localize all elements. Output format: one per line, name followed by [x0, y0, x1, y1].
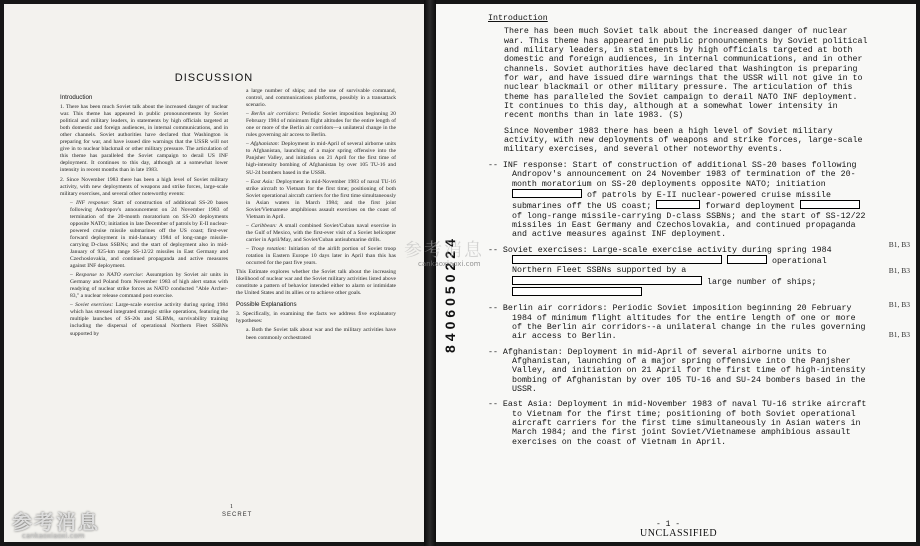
left-paragraph-2: 2. Since November 1983 there has been a high level of Soviet military activity, with new deployments of weapons and strike forces, large-scale military exercises, and several other noteworthy events:	[60, 176, 228, 197]
discussion-heading: DISCUSSION	[174, 72, 254, 84]
left-item-berlin: – Berlin air corridors: Periodic Soviet imposition beginning 20 February 1984 of minimum flight altitudes for the entire length of one or more of the Berlin air corridors—a unilateral change in the rules governing air access to Berlin.	[246, 111, 396, 139]
right-page-typewritten	[436, 4, 916, 542]
left-paragraph-3a: a. Both the Soviet talk about war and the military activities have been commonly orchestrated	[246, 327, 396, 341]
left-item-exercises-cont: a large number of ships; and the use of survivable command, control, and communications platforms, possibly in a transattack scenario.	[246, 88, 396, 109]
document-control-number: 8406050224	[442, 235, 458, 353]
left-item-caribbean: – Caribbean: A small combined Soviet/Cuban naval exercise in the Gulf of Mexico, with the first-ever visit of a Soviet helicopter carrier in April/May, and Soviet/Cuban antisubmarine drills.	[246, 222, 396, 243]
left-item-nato: – Response to NATO exercise: Assumption by Soviet air units in Germany and Poland from November 1983 of high alert status with readying of nuclear strike forces as NATO conducted "Able Archer-83," a nuclear release command post exercise.	[70, 272, 229, 300]
right-paragraph-2: Since November 1983 there has been a high level of Soviet military activity, with new deployments of weapons and strike forces, large-scale military exercises, and several other noteworthy events.	[504, 126, 863, 155]
redaction-box	[512, 276, 702, 285]
left-page-number: 1	[230, 504, 233, 510]
redaction-box	[656, 200, 700, 209]
watermark-logo: 参考消息	[12, 510, 100, 534]
watermark-url: cankaoxiaoxi.com	[22, 532, 85, 540]
left-page-typeset	[4, 4, 424, 542]
right-page-body	[488, 14, 868, 453]
right-item-afghanistan: -- Afghanistan: Deployment in mid-April of several airborne units to Afghanistan, launching of a major spring offensive into the Panjsher Valley, and initiation on 21 April for the first time of high-intensity bombing of Afghanistan by over 105 TU-16 and SU-24 bombers based in the USSR.	[488, 347, 866, 395]
exemption-code: B1, B3	[888, 300, 910, 309]
redaction-box	[512, 287, 642, 296]
right-classification-stamp: UNCLASSIFIED	[640, 528, 718, 539]
right-page-number: - 1 -	[656, 520, 681, 529]
left-item-afghanistan: – Afghanistan: Deployment in mid-April of several airborne units to Afghanistan, launching of a major spring offensive into the Panjsher Valley, and initiation on 21 April for the first time of high-intensity bombing of Afghanistan by over 105 TU-16 and SU-24 bombers based in the USSR.	[246, 141, 397, 176]
redaction-box	[727, 255, 767, 264]
left-paragraph-estimate: This Estimate explores whether the Soviet talk about the increasing likelihood of nuclear war and the Soviet military activities listed above constitute a pattern of behavior intended either to alarm or intimidate the United States and its allies or to achieve other goals.	[236, 269, 396, 297]
page-gutter	[424, 0, 436, 546]
exemption-code: B1, B3	[888, 266, 910, 275]
right-item-inf: -- INF response: Start of construction of additional SS-20 bases following Andropov's announcement on 24 November 1983 of termination of the 20-month moratorium on SS-20 deployments opposite NATO; initiation of patrols by E-II nuclear-powered cruise missile submarines off the US coast; forward deployment of long-range missile-carrying D-class SSBNs; and the start of SS-12/22 missiles in East Germany and Czechoslovakia, and continued propaganda and active measures against INF deployment.	[488, 160, 866, 240]
right-item-berlin: -- Berlin air corridors: Periodic Soviet imposition beginning 20 February 1984 of minimum flight altitudes for the entire length of one or more of the Berlin air corridors--a unilateral change in the rules governing air access to Berlin.	[488, 304, 866, 342]
left-item-inf: – INF response: Start of construction of additional SS-20 bases following Andropov's announcement on 24 November 1983 of termination of the 20-month moratorium on SS-20 deployments opposite NATO; initiation in late December of patrols by E-II nuclear-powered cruise missile submarines off the US coast; first-ever forward deployment in mid-January 1984 of long-range missile-carrying D-class SSBNs; and the start of deployment also in mid-January of 925-km range SS-12/22 missiles in East Germany and Czechoslovakia, and continued propaganda and active measures against INF deployment.	[70, 199, 229, 270]
watermark-logo-center: 参考消息	[404, 240, 484, 261]
watermark-url-center: cankaoxiaoxi.com	[418, 260, 481, 268]
redaction-box	[800, 200, 860, 209]
redaction-box	[512, 255, 722, 264]
left-classification-stamp: SECRET	[222, 512, 253, 518]
right-item-east-asia: -- East Asia: Deployment in mid-November 1983 of naval TU-16 strike aircraft to Vietnam for the first time; positioning of both Soviet operational aircraft carriers for the first time simultaneously in Asian waters in March 1984; and the first joint Soviet/Vietnamese amphibious assault exercises on the coast of Vietnam in April.	[488, 400, 867, 447]
left-page-column-2	[236, 88, 396, 344]
right-intro-title: Introduction	[488, 14, 548, 23]
left-page-column-1	[60, 90, 228, 340]
exemption-code: B1, B3	[888, 330, 910, 339]
right-paragraph-1: There has been much Soviet talk about the increased danger of nuclear war. This theme has appeared in public pronouncements by Soviet political and military leaders, in statements by high officials targeted at both domestic and foreign audiences, in internal communications, and in other channels. Soviet authorities have declared that Washington is preparing for war, and have issued dire warnings that the USSR will not give in to nuclear blackmail or other military pressure. The articulation of this theme has paralleled the Soviet campaign to derail NATO INF deployment. It continues to this day, although at a somewhat lower intensity in recent months than in late 1983. (S)	[504, 27, 868, 121]
left-item-exercises: – Soviet exercises: Large-scale exercise activity during spring 1984 which has stressed integrated strategic strike operations, featuring the multiple launches of SS-20s and SLBMs, survivability training including the dispersal of operational Northern Fleet SSBNs supported by	[70, 302, 228, 337]
exemption-code: B1, B3	[888, 240, 910, 249]
left-paragraph-1: 1. There has been much Soviet talk about the increased danger of nuclear war. This theme has appeared in public pronouncements by Soviet political and military leaders, in statements by high officials targeted at both domestic and foreign audiences, in internal communications, and in other channels. Soviet authorities have declared that Washington is preparing for war, and have issued dire warnings that the USSR will not give in to nuclear blackmail or other military pressure. The articulation of this theme has paralleled the Soviet campaign to derail US INF deployment. It continues to this day, although at a somewhat lower intensity in recent months than in late 1983.	[60, 104, 228, 174]
left-paragraph-3: 3. Specifically, in examining the facts we address five explanatory hypotheses:	[236, 311, 396, 325]
intro-section-title: Introduction	[60, 94, 93, 101]
redaction-box	[512, 189, 582, 198]
right-item-exercises: -- Soviet exercises: Large-scale exercise activity during spring 1984 operational Northern Fleet SSBNs supported by a large number of ships;	[488, 246, 868, 299]
possible-explanations-title: Possible Explanations	[236, 301, 297, 309]
left-item-troop-rotation: – Troop rotation: Initiation of the airlift portion of Soviet troop rotation in Eastern Europe 10 days later in April than this has occurred for the past five years.	[246, 245, 397, 267]
left-item-east-asia: – East Asia: Deployment in mid-November 1983 of naval TU-16 strike aircraft to Vietnam for the first time; positioning of both Soviet operational aircraft carriers for the first time simultaneously in Asian waters in March 1984; and the first joint Soviet/Vietnamese amphibious assault exercises on the coast of Vietnam in April.	[246, 178, 396, 220]
